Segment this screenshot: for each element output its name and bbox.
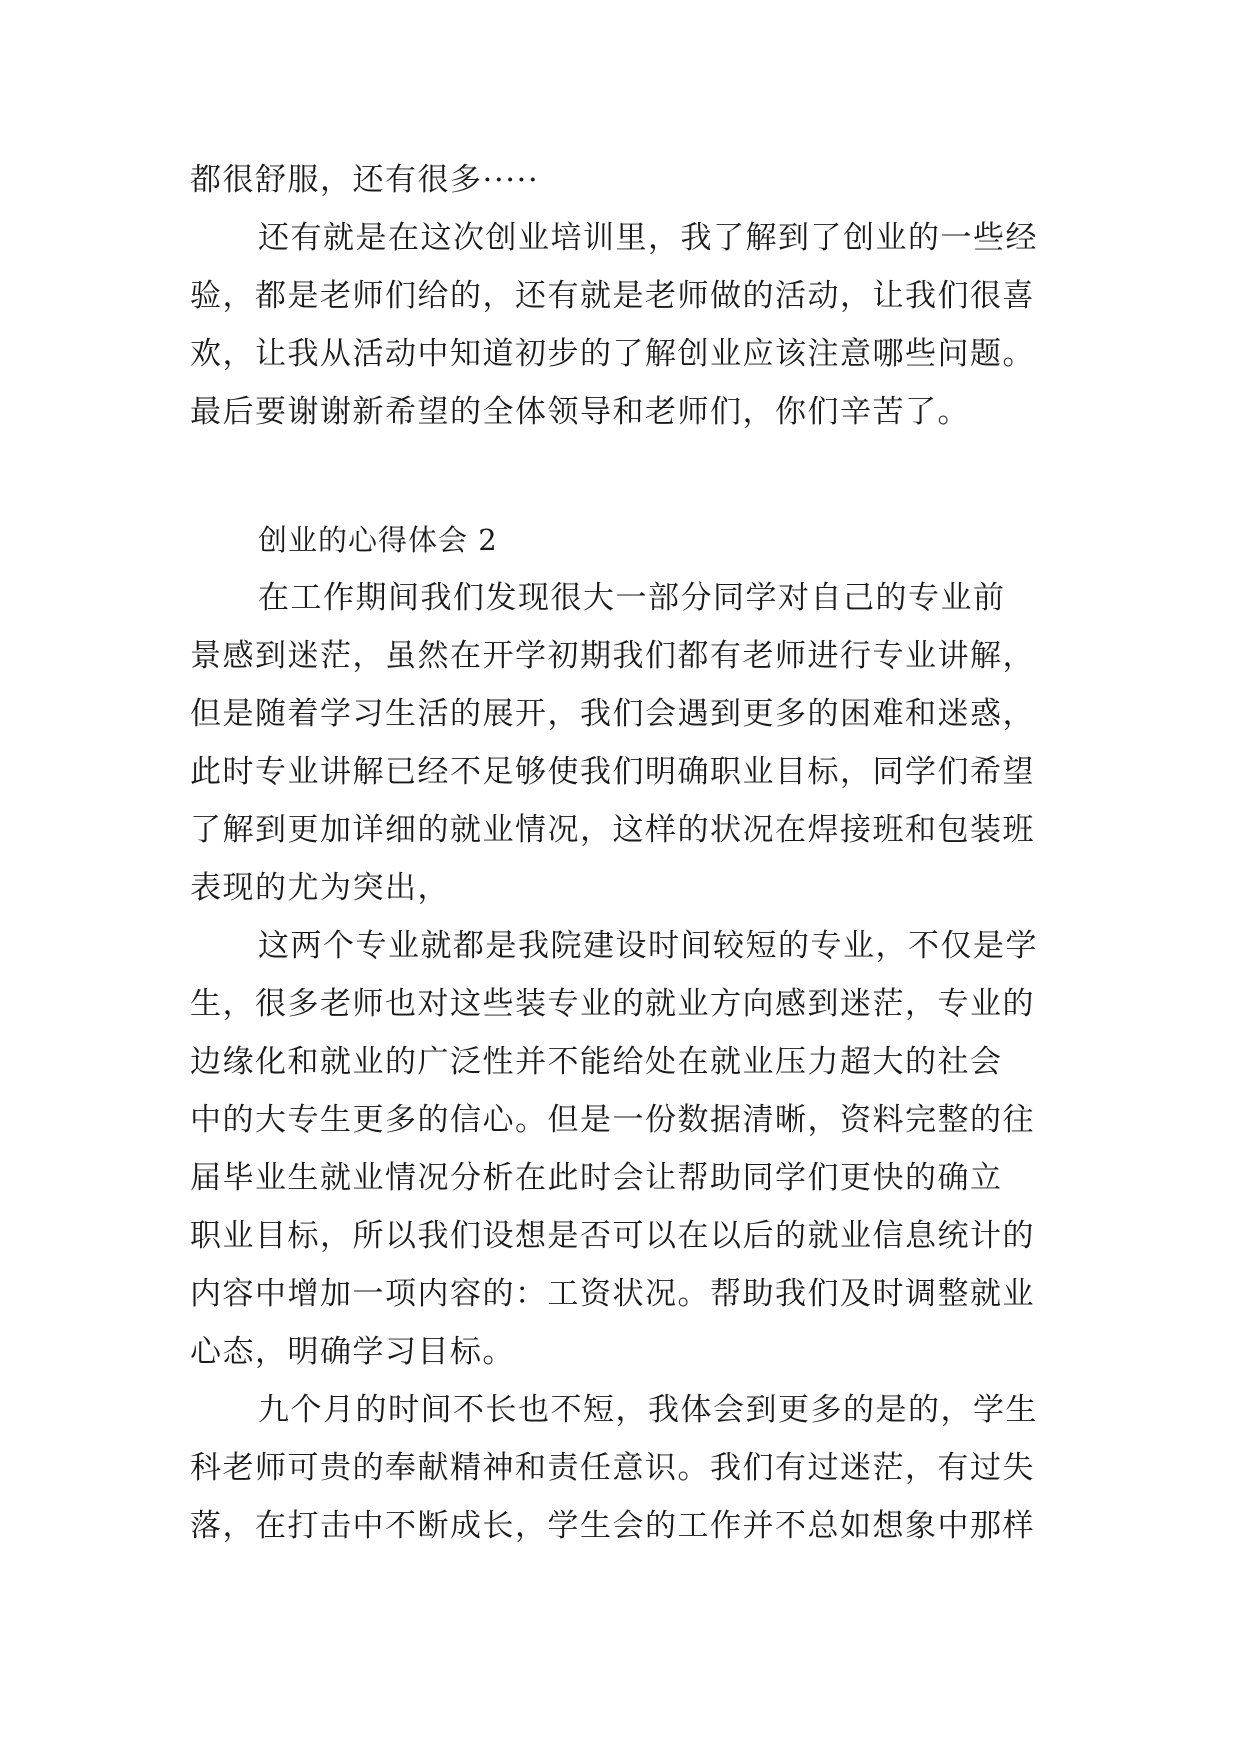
text-line: 此时专业讲解已经不足够使我们明确职业目标，同学们希望 [190, 754, 1035, 790]
text-line: 边缘化和就业的广泛性并不能给处在就业压力超大的社会 [190, 1044, 1003, 1080]
text-line: 届毕业生就业情况分析在此时会让帮助同学们更快的确立 [190, 1160, 1003, 1196]
text-line: 了解到更加详细的就业情况，这样的状况在焊接班和包装班 [190, 812, 1035, 848]
text-line: 中的大专生更多的信心。但是一份数据清晰，资料完整的往 [190, 1102, 1035, 1138]
text-line: 最后要谢谢新希望的全体领导和老师们，你们辛苦了。 [190, 394, 970, 430]
text-line: 都很舒服，还有很多····· [190, 162, 540, 198]
text-line: 内容中增加一项内容的：工资状况。帮助我们及时调整就业 [190, 1276, 1035, 1312]
text-line: 生，很多老师也对这些装专业的就业方向感到迷茫，专业的 [190, 986, 1035, 1022]
text-line: 表现的尤为突出， [190, 870, 450, 906]
section-heading: 创业的心得体会 2 [258, 523, 498, 557]
text-line: 还有就是在这次创业培训里，我了解到了创业的一些经 [258, 220, 1038, 256]
text-line: 职业目标，所以我们设想是否可以在以后的就业信息统计的 [190, 1218, 1035, 1254]
text-line: 验，都是老师们给的，还有就是老师做的活动，让我们很喜 [190, 278, 1035, 314]
text-line: 但是随着学习生活的展开，我们会遇到更多的困难和迷惑， [190, 696, 1035, 732]
text-line: 这两个专业就都是我院建设时间较短的专业，不仅是学 [258, 928, 1038, 964]
text-line: 在工作期间我们发现很大一部分同学对自己的专业前 [258, 580, 1006, 616]
text-line: 九个月的时间不长也不短，我体会到更多的是的，学生 [258, 1392, 1038, 1428]
text-line: 景感到迷茫，虽然在开学初期我们都有老师进行专业讲解， [190, 638, 1035, 674]
text-line: 落，在打击中不断成长，学生会的工作并不总如想象中那样 [190, 1508, 1035, 1544]
text-line: 欢，让我从活动中知道初步的了解创业应该注意哪些问题。 [190, 336, 1035, 372]
text-line: 心态，明确学习目标。 [190, 1334, 515, 1370]
text-line: 科老师可贵的奉献精神和责任意识。我们有过迷茫，有过失 [190, 1450, 1035, 1486]
